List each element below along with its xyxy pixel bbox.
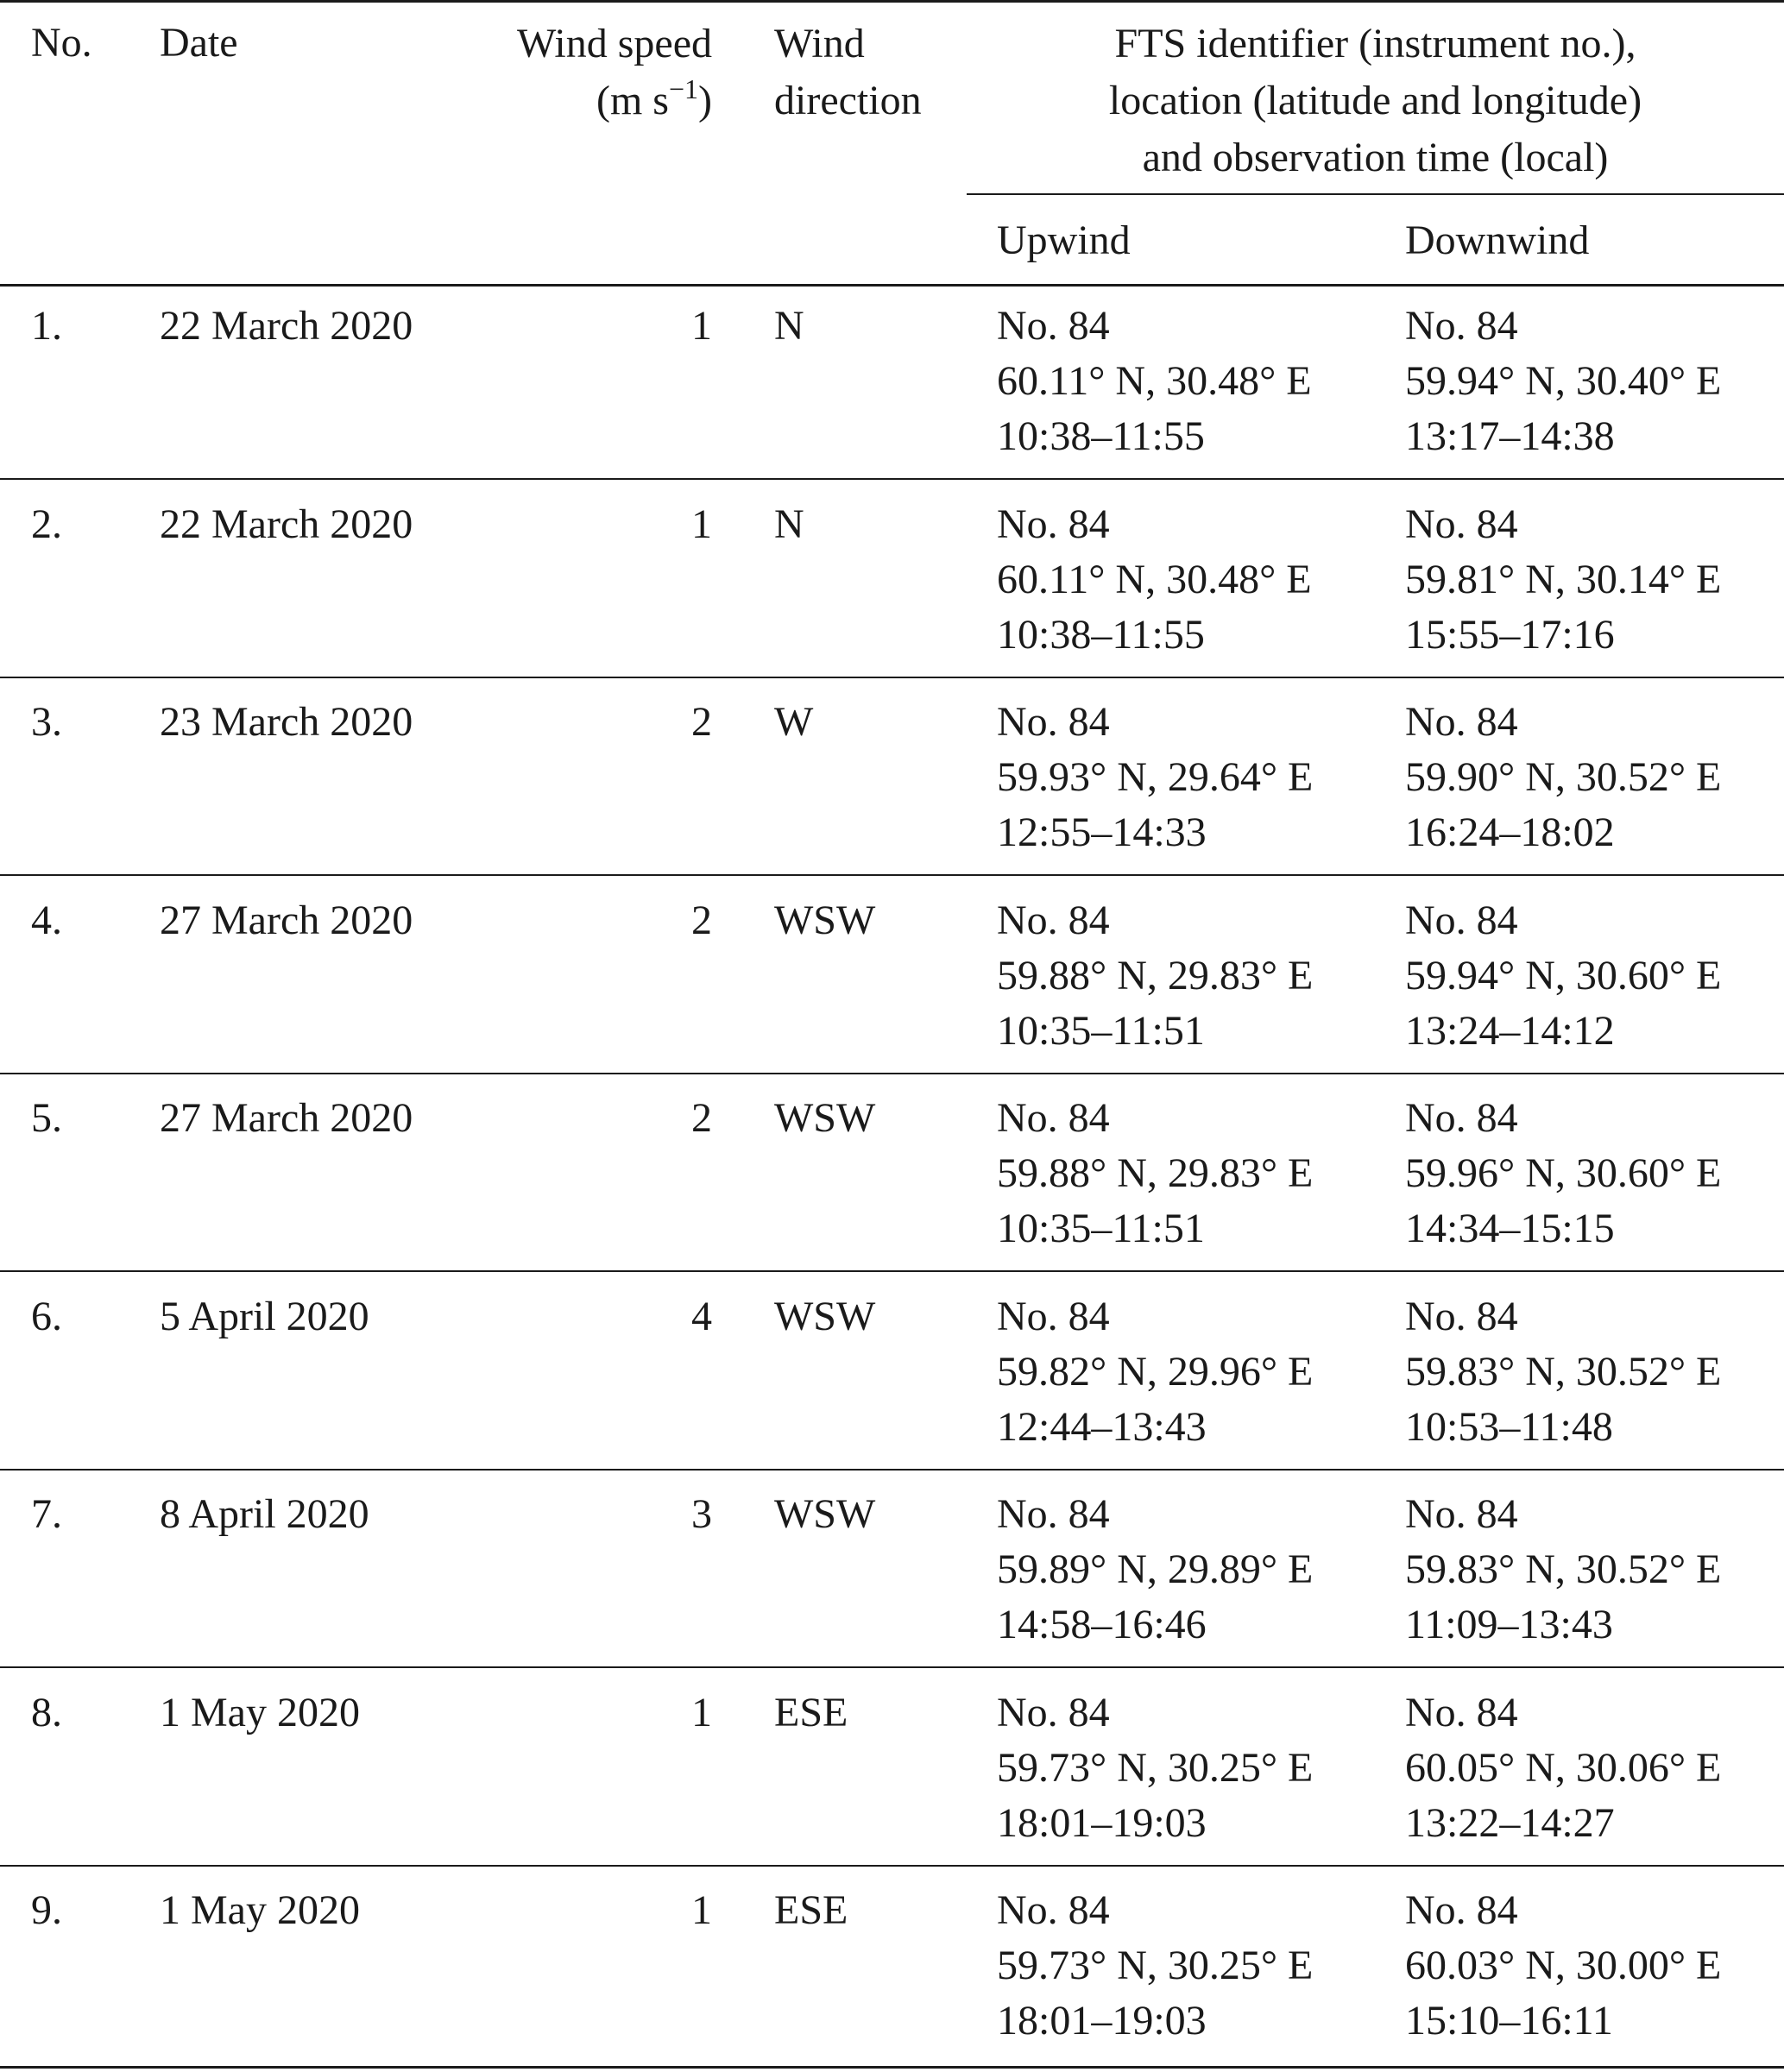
location: 59.83° N, 30.52° E bbox=[1405, 1349, 1722, 1395]
row-separator bbox=[0, 1469, 1784, 1471]
cell-upwind bbox=[997, 1487, 1313, 1653]
observation-time: 10:38–11:55 bbox=[997, 413, 1205, 459]
observation-time: 13:17–14:38 bbox=[1405, 413, 1615, 459]
location: 59.83° N, 30.52° E bbox=[1405, 1546, 1722, 1592]
header-bottom-rule bbox=[0, 284, 1784, 287]
header-fts-line1: FTS identifier (instrument no.), bbox=[1114, 21, 1636, 66]
cell-wind-speed: 3 bbox=[691, 1491, 712, 1537]
table-top-rule bbox=[0, 0, 1784, 3]
cell-wind-direction: ESE bbox=[774, 1887, 848, 1933]
location: 59.73° N, 30.25° E bbox=[997, 1943, 1314, 1988]
instrument-id: No. 84 bbox=[1405, 303, 1518, 349]
location: 59.89° N, 29.89° E bbox=[997, 1546, 1314, 1592]
instrument-id: No. 84 bbox=[1405, 897, 1518, 943]
cell-wind-speed: 1 bbox=[691, 1887, 712, 1933]
location: 59.88° N, 29.83° E bbox=[997, 953, 1314, 998]
observation-time: 10:35–11:51 bbox=[997, 1206, 1205, 1251]
instrument-id: No. 84 bbox=[1405, 1294, 1518, 1339]
instrument-id: No. 84 bbox=[1405, 1690, 1518, 1735]
cell-wind-speed: 2 bbox=[691, 897, 712, 943]
cell-wind-direction: WSW bbox=[774, 1294, 876, 1339]
location: 60.03° N, 30.00° E bbox=[1405, 1943, 1722, 1988]
header-wind-speed-label: Wind speed bbox=[516, 21, 712, 66]
instrument-id: No. 84 bbox=[1405, 1491, 1518, 1537]
location: 59.94° N, 30.40° E bbox=[1405, 358, 1722, 404]
cell-date: 22 March 2020 bbox=[160, 501, 413, 547]
cell-upwind bbox=[997, 1091, 1313, 1256]
header-no: No. bbox=[31, 20, 92, 66]
cell-downwind bbox=[1405, 497, 1721, 663]
cell-no: 9. bbox=[31, 1887, 62, 1933]
cell-date: 27 March 2020 bbox=[160, 1095, 413, 1141]
location: 59.94° N, 30.60° E bbox=[1405, 953, 1722, 998]
header-downwind: Downwind bbox=[1405, 217, 1590, 263]
header-fts-line2: location (latitude and longitude) bbox=[1108, 78, 1642, 123]
cell-wind-direction: N bbox=[774, 501, 804, 547]
table-bottom-rule bbox=[0, 2066, 1784, 2069]
observation-time: 14:58–16:46 bbox=[997, 1602, 1207, 1647]
observation-time: 13:24–14:12 bbox=[1405, 1008, 1615, 1054]
instrument-id: No. 84 bbox=[997, 699, 1110, 745]
cell-upwind bbox=[997, 497, 1312, 663]
header-date: Date bbox=[160, 20, 238, 66]
location: 60.05° N, 30.06° E bbox=[1405, 1745, 1722, 1791]
cell-upwind bbox=[997, 893, 1313, 1059]
fts-cmidrule bbox=[967, 193, 1784, 195]
cell-wind-speed: 2 bbox=[691, 699, 712, 745]
cell-wind-speed: 1 bbox=[691, 1690, 712, 1735]
cell-upwind bbox=[997, 299, 1312, 464]
row-separator bbox=[0, 1270, 1784, 1272]
instrument-id: No. 84 bbox=[997, 1690, 1110, 1735]
observation-time: 12:44–13:43 bbox=[997, 1404, 1207, 1450]
cell-wind-speed: 1 bbox=[691, 501, 712, 547]
cell-no: 2. bbox=[31, 501, 62, 547]
observation-time: 18:01–19:03 bbox=[997, 1800, 1207, 1846]
cell-wind-direction: W bbox=[774, 699, 814, 745]
cell-downwind bbox=[1405, 1487, 1721, 1653]
observation-time: 15:10–16:11 bbox=[1405, 1998, 1613, 2044]
header-wind-direction bbox=[774, 16, 922, 129]
observation-time: 10:53–11:48 bbox=[1405, 1404, 1613, 1450]
unit-post: ) bbox=[698, 78, 712, 123]
observation-time: 13:22–14:27 bbox=[1405, 1800, 1615, 1846]
instrument-id: No. 84 bbox=[1405, 1095, 1518, 1141]
cell-upwind bbox=[997, 1685, 1313, 1851]
cell-wind-direction: WSW bbox=[774, 1095, 876, 1141]
header-wind-speed-unit bbox=[449, 72, 712, 129]
location: 60.11° N, 30.48° E bbox=[997, 557, 1312, 602]
cell-date: 22 March 2020 bbox=[160, 303, 413, 349]
cell-wind-direction: N bbox=[774, 303, 804, 349]
observation-time: 10:35–11:51 bbox=[997, 1008, 1205, 1054]
instrument-id: No. 84 bbox=[997, 1095, 1110, 1141]
instrument-id: No. 84 bbox=[997, 1294, 1110, 1339]
cell-wind-direction: ESE bbox=[774, 1690, 848, 1735]
instrument-id: No. 84 bbox=[997, 897, 1110, 943]
cell-downwind bbox=[1405, 1091, 1721, 1256]
row-separator bbox=[0, 1865, 1784, 1867]
instrument-id: No. 84 bbox=[1405, 699, 1518, 745]
cell-wind-speed: 1 bbox=[691, 303, 712, 349]
cell-date: 5 April 2020 bbox=[160, 1294, 369, 1339]
cell-date: 1 May 2020 bbox=[160, 1690, 360, 1735]
cell-date: 27 March 2020 bbox=[160, 897, 413, 943]
cell-downwind bbox=[1405, 1289, 1721, 1455]
cell-upwind bbox=[997, 1883, 1313, 2049]
cell-downwind bbox=[1405, 1883, 1721, 2049]
cell-wind-speed: 4 bbox=[691, 1294, 712, 1339]
cell-downwind bbox=[1405, 893, 1721, 1059]
cell-no: 6. bbox=[31, 1294, 62, 1339]
header-upwind: Upwind bbox=[997, 217, 1131, 263]
row-separator bbox=[0, 1666, 1784, 1668]
unit-exponent: −1 bbox=[668, 73, 699, 104]
cell-wind-speed: 2 bbox=[691, 1095, 712, 1141]
location: 59.88° N, 29.83° E bbox=[997, 1150, 1314, 1196]
unit-pre: (m s bbox=[596, 78, 669, 123]
cell-no: 8. bbox=[31, 1690, 62, 1735]
observation-time: 16:24–18:02 bbox=[1405, 809, 1615, 855]
cell-downwind bbox=[1405, 695, 1721, 860]
cell-no: 5. bbox=[31, 1095, 62, 1141]
observation-time: 15:55–17:16 bbox=[1405, 612, 1615, 658]
cell-no: 3. bbox=[31, 699, 62, 745]
cell-date: 8 April 2020 bbox=[160, 1491, 369, 1537]
header-wind-speed bbox=[449, 16, 712, 129]
location: 59.82° N, 29.96° E bbox=[997, 1349, 1314, 1395]
observation-time: 14:34–15:15 bbox=[1405, 1206, 1615, 1251]
instrument-id: No. 84 bbox=[997, 501, 1110, 547]
location: 60.11° N, 30.48° E bbox=[997, 358, 1312, 404]
cell-date: 1 May 2020 bbox=[160, 1887, 360, 1933]
location: 59.73° N, 30.25° E bbox=[997, 1745, 1314, 1791]
cell-downwind bbox=[1405, 1685, 1721, 1851]
instrument-id: No. 84 bbox=[997, 1491, 1110, 1537]
observation-time: 18:01–19:03 bbox=[997, 1998, 1207, 2044]
instrument-id: No. 84 bbox=[1405, 1887, 1518, 1933]
cell-no: 4. bbox=[31, 897, 62, 943]
location: 59.90° N, 30.52° E bbox=[1405, 754, 1722, 800]
location: 59.81° N, 30.14° E bbox=[1405, 557, 1722, 602]
instrument-id: No. 84 bbox=[997, 303, 1110, 349]
cell-wind-direction: WSW bbox=[774, 897, 876, 943]
cell-no: 7. bbox=[31, 1491, 62, 1537]
location: 59.96° N, 30.60° E bbox=[1405, 1150, 1722, 1196]
observation-time: 12:55–14:33 bbox=[997, 809, 1207, 855]
instrument-id: No. 84 bbox=[997, 1887, 1110, 1933]
header-fts-line3: and observation time (local) bbox=[1142, 135, 1609, 180]
row-separator bbox=[0, 677, 1784, 678]
observation-time: 10:38–11:55 bbox=[997, 612, 1205, 658]
row-separator bbox=[0, 478, 1784, 480]
cell-date: 23 March 2020 bbox=[160, 699, 413, 745]
row-separator bbox=[0, 1073, 1784, 1074]
header-fts bbox=[967, 16, 1784, 186]
cell-downwind bbox=[1405, 299, 1721, 464]
row-separator bbox=[0, 874, 1784, 876]
observation-time: 11:09–13:43 bbox=[1405, 1602, 1613, 1647]
instrument-id: No. 84 bbox=[1405, 501, 1518, 547]
cell-wind-direction: WSW bbox=[774, 1491, 876, 1537]
location: 59.93° N, 29.64° E bbox=[997, 754, 1314, 800]
header-wind-direction-line2: direction bbox=[774, 78, 922, 123]
cell-upwind bbox=[997, 1289, 1313, 1455]
cell-no: 1. bbox=[31, 303, 62, 349]
cell-upwind bbox=[997, 695, 1313, 860]
header-wind-direction-line1: Wind bbox=[774, 21, 865, 66]
